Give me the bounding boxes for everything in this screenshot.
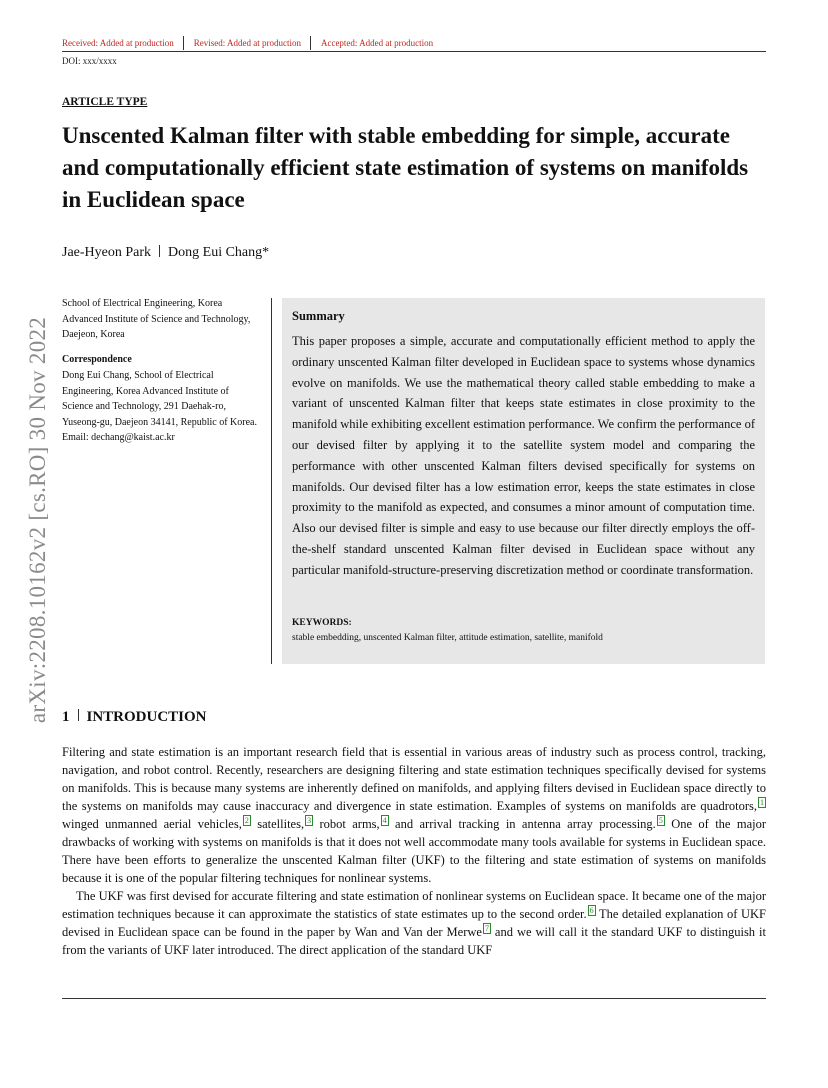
footer-rule [62,998,766,999]
publication-history [62,36,766,50]
text-run: The UKF was first devised for accurate filtering and state estimation of nonlinear systems on Euclidean space. It became one of the major estimation techniques because it can approximate the statistics of state estimates up to the second order. [62,889,766,921]
text-run: and arrival tracking in antenna array processing. [388,817,656,831]
divider [78,709,79,721]
summary-text: This paper proposes a simple, accurate and computationally efficient method to apply the ordinary unscented Kalman filter developed in Euclidean space to systems whose dynamics evolve on manifolds. We use the mathematical theory called stable embedding to make a variant of unscented Kalman filter that keeps state estimates in close proximity to the manifold while exhibiting excellent estimation performance. We confirm the performance of our devised filter by applying it to the satellite system model and comparing the performance with other unscented Kalman filters devised specifically for systems on manifolds. Our devised filter has a low estimation error, keeps the state estimates in close proximity to the manifold as expected, and consumes a minor amount of computation time. Also our devised filter is simple and easy to use because our filter directly employs the off-the-shelf standard unscented Kalman filter devised in Euclidean space without any particular manifold-structure-preserving discretization method or coordinate transformation. [292,334,755,577]
keywords-heading: KEYWORDS: [292,618,352,628]
author-name: Jae-Hyeon Park [62,245,152,260]
correspondence-text: Dong Eui Chang, School of Electrical Engineering, Korea Advanced Institute of Science and Technology, 291 Daehak-ro, Yuseong-gu, Daejeon 34141, Republic of Korea. Email: dechang@kaist.ac.kr [62,370,257,443]
citation-link[interactable]: 4 [382,815,387,825]
divider [310,36,311,50]
received-date: Received: Added at production [62,38,174,48]
text-run: and we will call it the standard UKF to distinguish it from the variants of UKF later introduced. The direct application of the standard UKF [62,925,766,957]
citation-link[interactable]: 7 [484,923,489,933]
revised-date: Revised: Added at production [193,38,301,48]
affiliation: School of Electrical Engineering, Korea Advanced Institute of Science and Technology, Daejeon, Korea [62,298,251,340]
citation-link[interactable]: 2 [244,815,249,825]
text-run: One of the major drawbacks of working with systems on manifolds is that it does not well accommodate many tools available for systems in Euclidean space. There have been efforts to generalize the unscented Kalman filter (UKF) to the filtering and state estimation of systems on manifolds because it is one of the popular filtering techniques for nonlinear systems. [62,817,766,885]
section-heading [62,709,207,726]
text-run: The detailed explanation of UKF devised in Euclidean space can be found in the paper by Wan and Van der Merwe [62,907,766,939]
correspondence-heading: Correspondence [62,354,132,365]
introduction-body [62,743,766,959]
doi: DOI: xxx/xxxx [62,56,117,66]
column-divider [271,298,272,664]
section-title: INTRODUCTION [86,709,207,725]
article-type: ARTICLE TYPE [62,96,148,108]
citation-link[interactable]: 6 [589,905,594,915]
summary-heading: Summary [292,309,345,323]
header-rule [62,51,766,52]
author-list [62,245,269,261]
divider [183,36,184,50]
paper-title: Unscented Kalman filter with stable embedding for simple, accurate and computationally efficient state estimation of systems on manifolds in Euclidean space [62,123,749,212]
divider [159,245,160,257]
paragraph [62,887,766,959]
citation-link[interactable]: 3 [307,815,312,825]
text-run: Filtering and state estimation is an important research field that is essential in various areas of industry such as process control, tracking, navigation, and robot control. Recently, researchers are designing filtering and state estimation techniques specifically devised for systems on manifolds. This is because many systems are inherently defined on manifolds, and applying filters devised in Euclidean space directly to the systems on manifolds may cause inaccuracy and divergence in state estimation. Examples of systems on manifolds are quadrotors, [62,745,766,813]
section-number: 1 [62,709,70,725]
accepted-date: Accepted: Added at production [320,38,434,48]
text-run: satellites, [250,817,305,831]
keywords: stable embedding, unscented Kalman filter, attitude estimation, satellite, manifold [292,633,603,643]
author-name: Dong Eui Chang* [168,245,270,260]
citation-link[interactable]: 5 [658,815,663,825]
arxiv-stamp: arXiv:2208.10162v2 [cs.RO] 30 Nov 2022 [25,316,50,724]
paragraph [62,743,766,887]
text-run: winged unmanned aerial vehicles, [62,817,242,831]
citation-link[interactable]: 1 [760,797,764,807]
text-run: robot arms, [313,817,380,831]
